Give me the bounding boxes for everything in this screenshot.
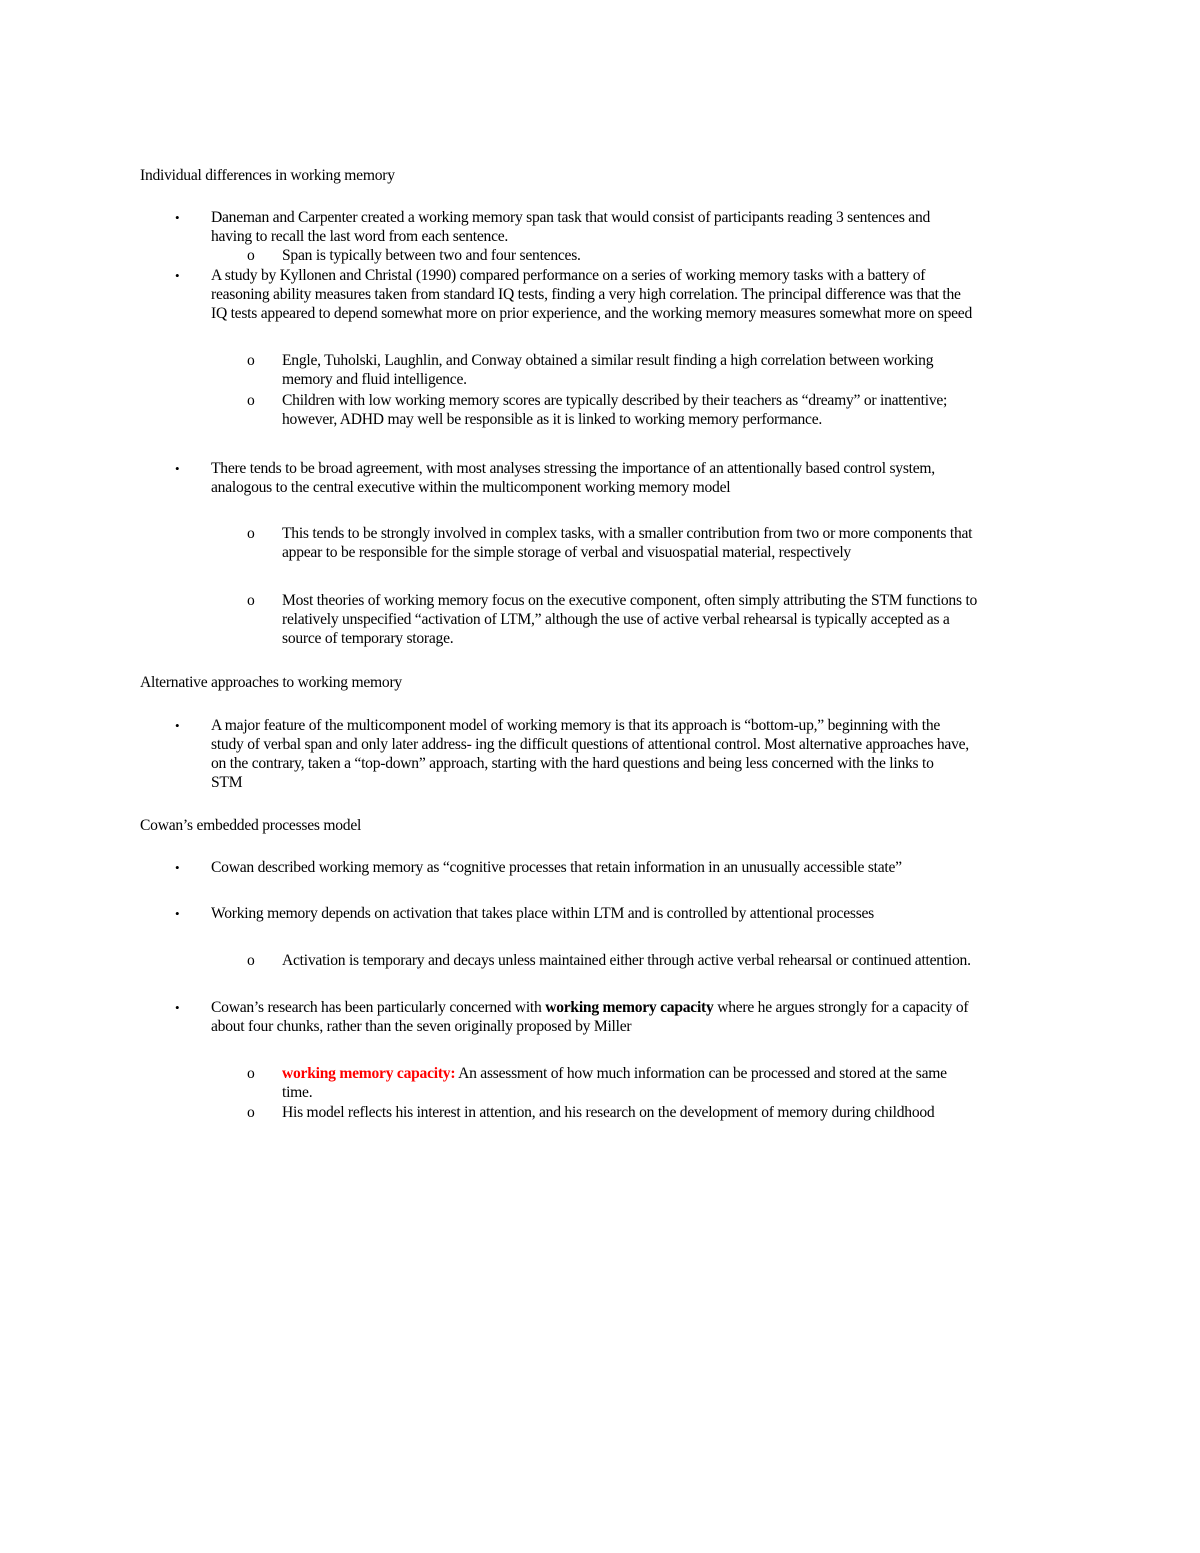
text-line: This tends to be strongly involved in complex tasks, with a smaller contribution from two or more components that xyxy=(282,525,973,542)
text-line: on the contrary, taken a “top-down” approach, starting with the hard questions and being less concerned with the links to xyxy=(211,755,934,772)
bullet-marker: • xyxy=(175,268,180,283)
text-line: reasoning ability measures taken from standard IQ tests, finding a very high correlation. The principal difference was that the xyxy=(211,286,961,303)
sub-bullet-marker: o xyxy=(247,352,255,369)
text-line: A major feature of the multicomponent model of working memory is that its approach is “bottom-up,” beginning with the xyxy=(211,717,941,734)
text-line: Cowan described working memory as “cognitive processes that retain information in an unusually accessible state” xyxy=(211,859,902,876)
section-heading: Individual differences in working memory xyxy=(140,167,395,184)
bold-term: working memory capacity xyxy=(545,999,714,1016)
text-line: memory and fluid intelligence. xyxy=(282,371,467,388)
text-line: relatively unspecified “activation of LTM,” although the use of active verbal rehearsal is typically accepted as a xyxy=(282,611,950,628)
bullet-text xyxy=(211,716,969,792)
section-heading: Cowan’s embedded processes model xyxy=(140,817,362,834)
text-line: time. xyxy=(282,1084,313,1101)
bullet-marker: • xyxy=(175,210,180,225)
sub-bullet-marker: o xyxy=(247,247,255,264)
text-line: appear to be responsible for the simple storage of verbal and visuospatial material, respectively xyxy=(282,544,851,561)
text-line: Daneman and Carpenter created a working memory span task that would consist of participants reading 3 sentences and xyxy=(211,209,931,226)
sub-bullet-text xyxy=(282,391,947,429)
text-line: Children with low working memory scores are typically described by their teachers as “dreamy” or inattentive; xyxy=(282,392,948,409)
text-line: Engle, Tuholski, Laughlin, and Conway obtained a similar result finding a high correlation between working xyxy=(282,352,934,369)
text-line: His model reflects his interest in attention, and his research on the development of memory during childhood xyxy=(282,1104,935,1121)
sub-bullet-text xyxy=(282,1103,934,1122)
text-line: Span is typically between two and four sentences. xyxy=(282,247,581,264)
text-line: analogous to the central executive within the multicomponent working memory model xyxy=(211,479,731,496)
bullet-marker: • xyxy=(175,1000,180,1015)
text-line: about four chunks, rather than the seven originally proposed by Miller xyxy=(211,1018,632,1035)
sub-bullet-text xyxy=(282,524,972,562)
sub-bullet-marker: o xyxy=(247,952,255,969)
sub-bullet-marker: o xyxy=(247,1104,255,1121)
bullet-text xyxy=(211,459,935,497)
bullet-marker: • xyxy=(175,860,180,875)
definition-text: An assessment of how much information can be processed and stored at the same xyxy=(455,1065,947,1082)
text-line: having to recall the last word from each sentence. xyxy=(211,228,509,245)
text-line: however, ADHD may well be responsible as it is linked to working memory performance. xyxy=(282,411,823,428)
text-run: where he argues strongly for a capacity of xyxy=(713,999,969,1016)
text-line: source of temporary storage. xyxy=(282,630,454,647)
sub-bullet-marker: o xyxy=(247,525,255,542)
highlighted-term: working memory capacity: xyxy=(282,1065,456,1082)
bullet-text xyxy=(211,858,902,877)
text-line: A study by Kyllonen and Christal (1990) compared performance on a series of working memory tasks with a battery of xyxy=(211,267,926,284)
sub-bullet-text xyxy=(282,246,581,265)
bullet-text xyxy=(211,904,874,923)
text-line: There tends to be broad agreement, with most analyses stressing the importance of an attentionally based control system, xyxy=(211,460,935,477)
text-line: Working memory depends on activation that takes place within LTM and is controlled by attentional processes xyxy=(211,905,875,922)
text-line xyxy=(282,1064,947,1083)
sub-bullet-text xyxy=(282,351,933,389)
sub-bullet-text xyxy=(282,951,971,970)
sub-bullet-text xyxy=(282,1064,947,1102)
bullet-marker: • xyxy=(175,906,180,921)
text-line xyxy=(211,998,968,1017)
text-line: Most theories of working memory focus on the executive component, often simply attributing the STM functions to xyxy=(282,592,978,609)
text-run: Cowan’s research has been particularly concerned with xyxy=(211,999,546,1016)
bullet-marker: • xyxy=(175,461,180,476)
bullet-text xyxy=(211,208,930,246)
bullet-text xyxy=(211,998,968,1036)
text-line: study of verbal span and only later address- ing the difficult questions of attentional control. Most alternative approaches have, xyxy=(211,736,969,753)
text-line: IQ tests appeared to depend somewhat more on prior experience, and the working memory measures somewhat more on speed xyxy=(211,305,973,322)
bullet-marker: • xyxy=(175,718,180,733)
sub-bullet-text xyxy=(282,591,977,648)
sub-bullet-marker: o xyxy=(247,1065,255,1082)
section-heading: Alternative approaches to working memory xyxy=(140,674,402,691)
bullet-text xyxy=(211,266,972,323)
sub-bullet-marker: o xyxy=(247,392,255,409)
sub-bullet-marker: o xyxy=(247,592,255,609)
text-line: STM xyxy=(211,774,243,791)
text-line: Activation is temporary and decays unless maintained either through active verbal rehearsal or continued attention. xyxy=(282,952,971,969)
